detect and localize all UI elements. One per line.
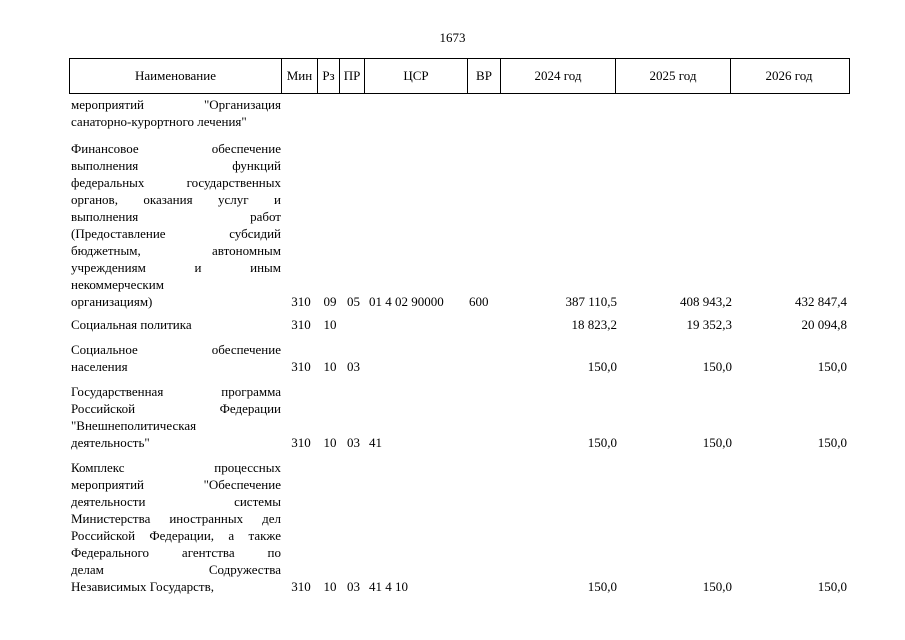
cell-2024: 150,0	[587, 359, 617, 374]
row-name-line: мероприятий "Организация	[71, 97, 281, 112]
row-name-line: органов, оказания услуг и	[71, 192, 281, 207]
row-name-line: делам Содружества	[71, 562, 281, 577]
row-name-line: деятельность"	[71, 435, 150, 450]
cell-2024: 150,0	[587, 435, 617, 450]
header-min: Мин	[282, 59, 318, 93]
cell-pr: 03	[347, 359, 360, 374]
cell-2024: 18 823,2	[571, 317, 617, 332]
cell-pr: 05	[347, 294, 360, 309]
table-body	[69, 96, 850, 601]
cell-min: 310	[291, 359, 311, 374]
cell-csr: 41	[369, 435, 382, 450]
cell-2026: 432 847,4	[795, 294, 847, 309]
cell-rz: 10	[323, 317, 337, 332]
row-name-line: Комплекс процессных	[71, 460, 281, 475]
table-row	[69, 341, 850, 375]
cell-vr: 600	[469, 294, 489, 309]
table-row	[69, 459, 850, 595]
row-name-line: Российской Федерации	[71, 401, 281, 416]
header-rz: Рз	[318, 59, 340, 93]
table-row	[69, 96, 850, 130]
row-name	[69, 140, 281, 310]
cell-2025: 19 352,3	[686, 317, 732, 332]
row-name-line: деятельности системы	[71, 494, 281, 509]
cell-min: 310	[291, 294, 311, 309]
header-2026: 2026 год	[765, 68, 813, 83]
cell-rz: 10	[323, 435, 337, 450]
cell-2026: 150,0	[817, 435, 847, 450]
cell-csr: 01 4 02 90000	[369, 294, 444, 309]
header-name: Наименование	[70, 59, 282, 93]
row-name-line: некоммерческим	[71, 277, 164, 292]
row-name	[69, 459, 281, 595]
row-name-line: Социальное обеспечение	[71, 342, 281, 357]
page-number: 1673	[439, 30, 466, 45]
table-row	[69, 316, 850, 333]
cell-2024: 150,0	[587, 579, 617, 594]
row-name	[69, 96, 281, 130]
row-name-line: Социальная политика	[71, 317, 192, 332]
row-name-line: Финансовое обеспечение	[71, 141, 281, 156]
row-name-line: мероприятий "Обеспечение	[71, 477, 281, 492]
header-2024: 2024 год	[501, 59, 616, 93]
row-name-line: выполнения работ	[71, 209, 281, 224]
cell-2026: 150,0	[817, 579, 847, 594]
row-name-line: "Внешнеполитическая	[71, 418, 197, 433]
row-name-line: (Предоставление субсидий	[71, 226, 281, 241]
table-row	[69, 140, 850, 310]
row-name-line: населения	[71, 359, 128, 374]
row-name-line: Министерства иностранных дел	[71, 511, 281, 526]
cell-2025: 150,0	[702, 435, 732, 450]
header-csr: ЦСР	[365, 59, 468, 93]
cell-2025: 150,0	[702, 359, 732, 374]
header-2025: 2025 год	[616, 59, 731, 93]
row-name	[69, 383, 281, 451]
row-name-line: Федерального агентства по	[71, 545, 281, 560]
row-name-line: учреждениям и иным	[71, 260, 281, 275]
row-name	[69, 316, 281, 333]
cell-rz: 10	[323, 359, 337, 374]
row-name-line: организациям)	[71, 294, 153, 309]
cell-2024: 387 110,5	[565, 294, 617, 309]
cell-rz: 09	[323, 294, 337, 309]
cell-csr: 41 4 10	[369, 579, 408, 594]
cell-2025: 408 943,2	[680, 294, 732, 309]
cell-min: 310	[291, 435, 311, 450]
cell-2025: 150,0	[702, 579, 732, 594]
cell-2026: 20 094,8	[801, 317, 847, 332]
cell-pr: 03	[347, 435, 360, 450]
row-name-line: Российской Федерации, а также	[71, 528, 281, 543]
cell-min: 310	[291, 317, 311, 332]
cell-2026: 150,0	[817, 359, 847, 374]
row-name-line: Государственная программа	[71, 384, 281, 399]
table-header	[69, 58, 850, 94]
table-row	[69, 383, 850, 451]
row-name-line: выполнения функций	[71, 158, 281, 173]
header-pr: ПР	[340, 59, 365, 93]
cell-min: 310	[291, 579, 311, 594]
cell-pr: 03	[347, 579, 360, 594]
cell-rz: 10	[323, 579, 337, 594]
row-name-line: Независимых Государств,	[71, 579, 214, 594]
row-name	[69, 341, 281, 375]
header-vr: ВР	[468, 59, 501, 93]
row-name-line: бюджетным, автономным	[71, 243, 281, 258]
row-name-line: федеральных государственных	[71, 175, 281, 190]
row-name-line: санаторно-курортного лечения"	[71, 114, 247, 129]
